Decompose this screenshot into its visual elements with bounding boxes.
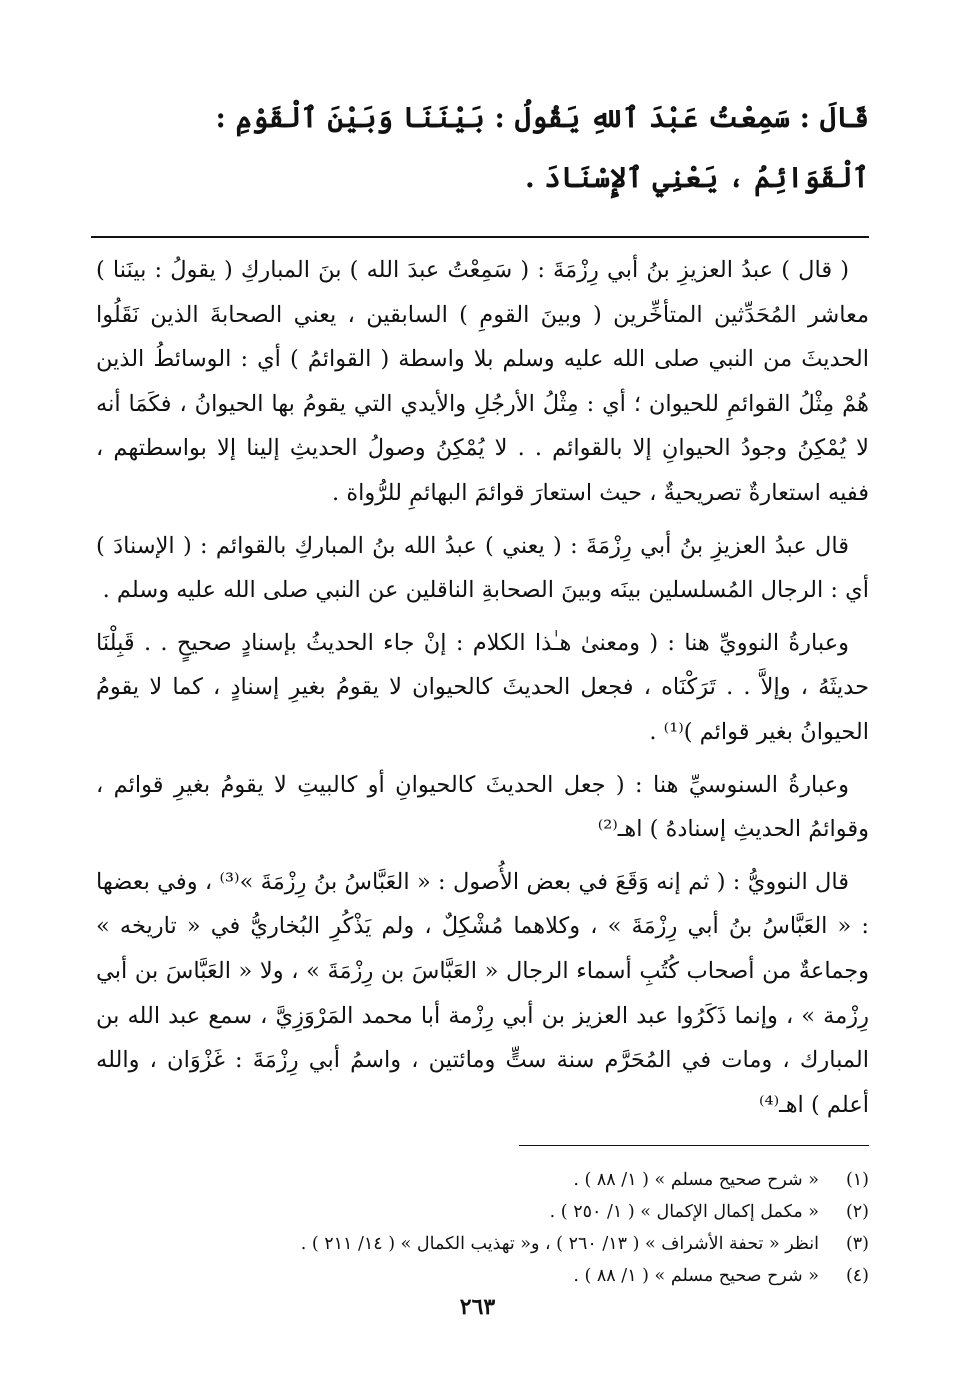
commentary-paragraph-1: ( قال ) عبدُ العزيزِ بنُ أبي رِزْمَةَ : ( سَمِعْتُ عبدَ الله ) بنَ المباركِ ( يقولُ : بينَنا ) معاشر المُحَدِّثين المتأخِّرين ( وبينَ القومِ ) السابقين ، يعني الصحابةَ الذين نَقَلُوا الحديثَ من النبي صلى الله عليه وسلم بلا واسطة ( القوائمُ ) أي : الوسائطُ الذين هُمْ مِثْلُ القوائمِ للحيوان ؛ أي : مِثْلُ الأرجُلِ والأيدي التي يقومُ بها الحيوانُ ، فكَمَا أنه لا يُمْكِنُ وجودُ الحيوانِ إلا بالقوائم . . لا يُمْكِنُ وصولُ الحديثِ إلينا إلا بواسطتهم ، ففيه استعارةٌ تصريحيةٌ ، حيث استعارَ قوائمَ البهائمِ للرُّواة . xyxy=(96,257,869,506)
footnote-number: (٤) xyxy=(845,1266,869,1287)
footnote-text: انظر « تحفة الأشراف » ( ١٣/ ٢٦٠ ) ، و« تهذيب الكمال » ( ١٤/ ٢١١ ) . xyxy=(300,1234,819,1255)
footnote-2 xyxy=(96,1196,869,1228)
main-divider xyxy=(91,236,869,238)
page-number: ٢٦٣ xyxy=(459,1294,496,1320)
commentary-paragraph-3: وعبارةُ النوويِّ هنا : ( ومعنىٰ هـٰذا الكلام : إنْ جاء الحديثُ بإسنادٍ صحيحٍ . . قَبِلْنَا حديثَهُ ، وإلاَّ . . تَرَكْنَاه ، فجعل الحديثَ كالحيوان لا يقومُ بغيرِ إسنادٍ ، كما لا يقومُ الحيوانُ بغير قوائم )⁽¹⁾ . xyxy=(96,629,869,745)
commentary-paragraph-5: قال النوويُّ : ( ثم إنه وَقَعَ في بعض الأُصول : « العَبَّاسُ بنُ رِزْمَةَ »⁽³⁾ ، وفي بعضها : « العَبَّاسُ بنُ أبي رِزْمَةَ » ، وكلاهما مُشْكِلٌ ، ولم يَذْكُرِ البُخاريُّ في « تاريخه » وجماعةٌ من أصحاب كُتُبِ أسماء الرجال « العَبَّاسَ بن رِزْمَةَ » ، ولا « العَبَّاسَ بن أبي رِزْمة » ، وإنما ذَكَرُوا عبد العزيز بن أبي رِزْمة أبا محمد المَرْوَزِيَّ ، سمع عبد الله بن المبارك ، ومات في المُحَرَّم سنة ستٍّ ومائتين ، واسمُ أبي رِزْمَةَ : غَزْوَان ، والله أعلم ) اهـ⁽⁴⁾ xyxy=(96,868,869,1118)
commentary-paragraph-2: قال عبدُ العزيزِ بنُ أبي رِزْمَةَ : ( يعني ) عبدُ الله بنُ المباركِ بالقوائم : ( الإسنادَ ) أي : الرجال المُسلسلين بينَه وبينَ الصحابةِ الناقلين عن النبي صلى الله عليه وسلم . xyxy=(96,532,869,604)
footnote-text: « شرح صحيح مسلم » ( ١/ ٨٨ ) . xyxy=(573,1170,819,1191)
footnote-3 xyxy=(96,1228,869,1260)
commentary-paragraph-4: وعبارةُ السنوسيِّ هنا : ( جعل الحديثَ كالحيوانِ أو كالبيتِ لا يقومُ بغيرِ قوائم ، وقوائمُ الحديثِ إسنادهُ ) اهـ⁽²⁾ xyxy=(96,771,869,843)
footnote-number: (٣) xyxy=(845,1234,869,1255)
footnote-1 xyxy=(96,1164,869,1196)
matn-text: قَالَ : سَمِعْتُ عَبْدَ ٱللهِ يَقُولُ : بَيْنَنَا وَبَيْنَ ٱلْقَوْمِ : ٱلْقَوَائِمُ ، يَعْنِي ٱلإِسْنَادَ . xyxy=(215,101,869,194)
footnote-number: (٢) xyxy=(845,1202,869,1223)
footnote-4 xyxy=(96,1260,869,1292)
footnote-text: « مكمل إكمال الإكمال » ( ١/ ٢٥٠ ) . xyxy=(549,1202,819,1223)
footnotes xyxy=(96,1164,869,1292)
commentary xyxy=(96,248,869,1127)
footnote-text: « شرح صحيح مسلم » ( ١/ ٨٨ ) . xyxy=(573,1266,819,1287)
footnote-divider xyxy=(519,1145,869,1146)
footnote-number: (١) xyxy=(845,1170,869,1191)
